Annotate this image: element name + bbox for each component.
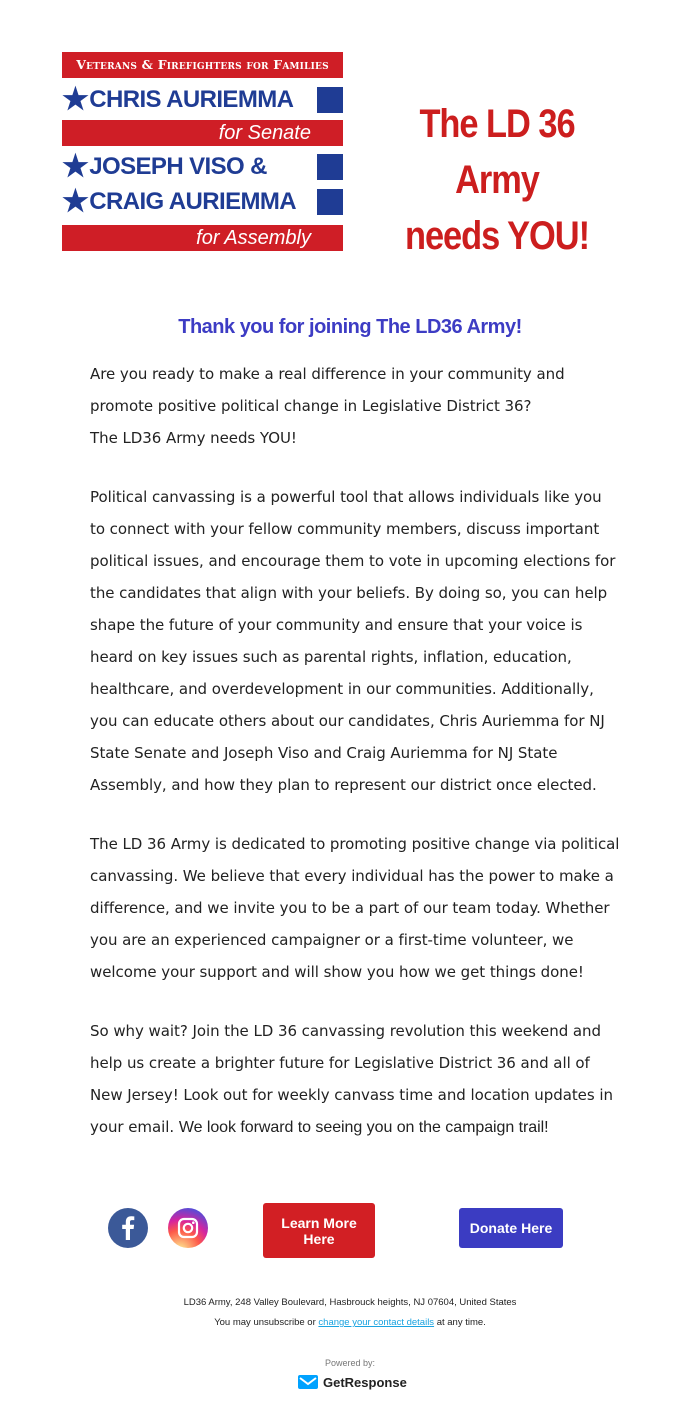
getresponse-label: GetResponse [323, 1374, 407, 1390]
logo-assembly-name-2: CRAIG AURIEMMA [89, 188, 296, 215]
facebook-icon [108, 1208, 148, 1248]
facebook-link[interactable] [108, 1208, 148, 1248]
logo-assembly-for: for Assembly [196, 227, 311, 249]
logo-senate-name: CHRIS AURIEMMA [89, 86, 294, 113]
paragraph-cta-text: So why wait? Join the LD 36 canvassing revolution this weekend and help us create a brighter future for Legislative District 36 and all of New Jersey! Look out for weekly canvass time and location updates in your email. [90, 1022, 613, 1136]
logo-senate-banner [62, 120, 343, 146]
logo-top-banner [62, 52, 343, 78]
instagram-icon [168, 1208, 208, 1248]
donate-label: Donate Here [469, 1220, 553, 1236]
headline-line-2: needs YOU! [404, 214, 590, 258]
campaign-logo [62, 52, 343, 251]
logo-assembly-name-row-2 [62, 185, 343, 219]
logo-assembly-banner [62, 225, 343, 251]
email-body [90, 358, 620, 1171]
learn-more-label: Learn More Here [281, 1214, 357, 1247]
footer-address: LD36 Army, 248 Valley Boulevard, Hasbrouck heights, NJ 07604, United States [183, 1297, 517, 1308]
donate-button[interactable] [459, 1208, 563, 1248]
headline-line-1: The LD 36 Army [419, 102, 575, 202]
logo-assembly-name-1: JOSEPH VISO & [89, 153, 267, 180]
paragraph-intro-callout: The LD36 Army needs YOU! [90, 429, 297, 447]
learn-more-button[interactable] [263, 1203, 375, 1258]
paragraph-cta-closing: We look forward to seeing you on the campaign trail! [178, 1119, 549, 1136]
logo-blue-block [317, 189, 343, 215]
logo-top-text: Veterans & Firefighters for Families [76, 57, 329, 72]
powered-by-label: Powered by: [324, 1358, 376, 1368]
unsub-prefix: You may unsubscribe or [214, 1317, 316, 1328]
logo-senate-name-row [62, 83, 343, 117]
envelope-icon [298, 1375, 318, 1389]
star-icon: ★ [62, 83, 89, 116]
thanks-heading: Thank you for joining The LD36 Army! [178, 316, 522, 338]
logo-blue-block [317, 87, 343, 113]
getresponse-brand[interactable] [298, 1373, 407, 1391]
logo-blue-block [317, 154, 343, 180]
star-icon: ★ [62, 150, 89, 183]
paragraph-intro-text: Are you ready to make a real difference in your community and promote positive political change in Legislative District 36? [90, 365, 565, 415]
paragraph-call-to-action [90, 1015, 620, 1144]
change-contact-details-link[interactable]: change your contact details [318, 1317, 435, 1328]
footer-unsubscribe [0, 1316, 700, 1330]
headline [379, 96, 615, 264]
star-icon: ★ [62, 185, 89, 218]
paragraph-canvassing: Political canvassing is a powerful tool that allows individuals like you to connect with your fellow community members, discuss important political issues, and encourage them to vote in upcoming elections for the candidates that align with your beliefs. By doing so, you can help shape the future of your community and ensure that your voice is heard on key issues such as parental rights, inflation, education, healthcare, and overdevelopment in our communities. Additionally, you can educate others about our candidates, Chris Auriemma for NJ State Senate and Joseph Viso and Craig Auriemma for NJ State Assembly, and how they plan to represent our district once elected. [90, 488, 616, 794]
instagram-link[interactable] [168, 1208, 208, 1248]
unsub-suffix: at any time. [436, 1317, 486, 1328]
logo-senate-for: for Senate [218, 122, 311, 144]
paragraph-mission: The LD 36 Army is dedicated to promoting positive change via political canvassing. We believe that every individual has the power to make a difference, and we invite you to be a part of our team today. Whether you are an experienced campaigner or a first-time volunteer, we welcome your support and will show you how we get things done! [90, 835, 620, 981]
paragraph-intro [90, 358, 620, 454]
logo-assembly-name-row-1 [62, 150, 343, 184]
